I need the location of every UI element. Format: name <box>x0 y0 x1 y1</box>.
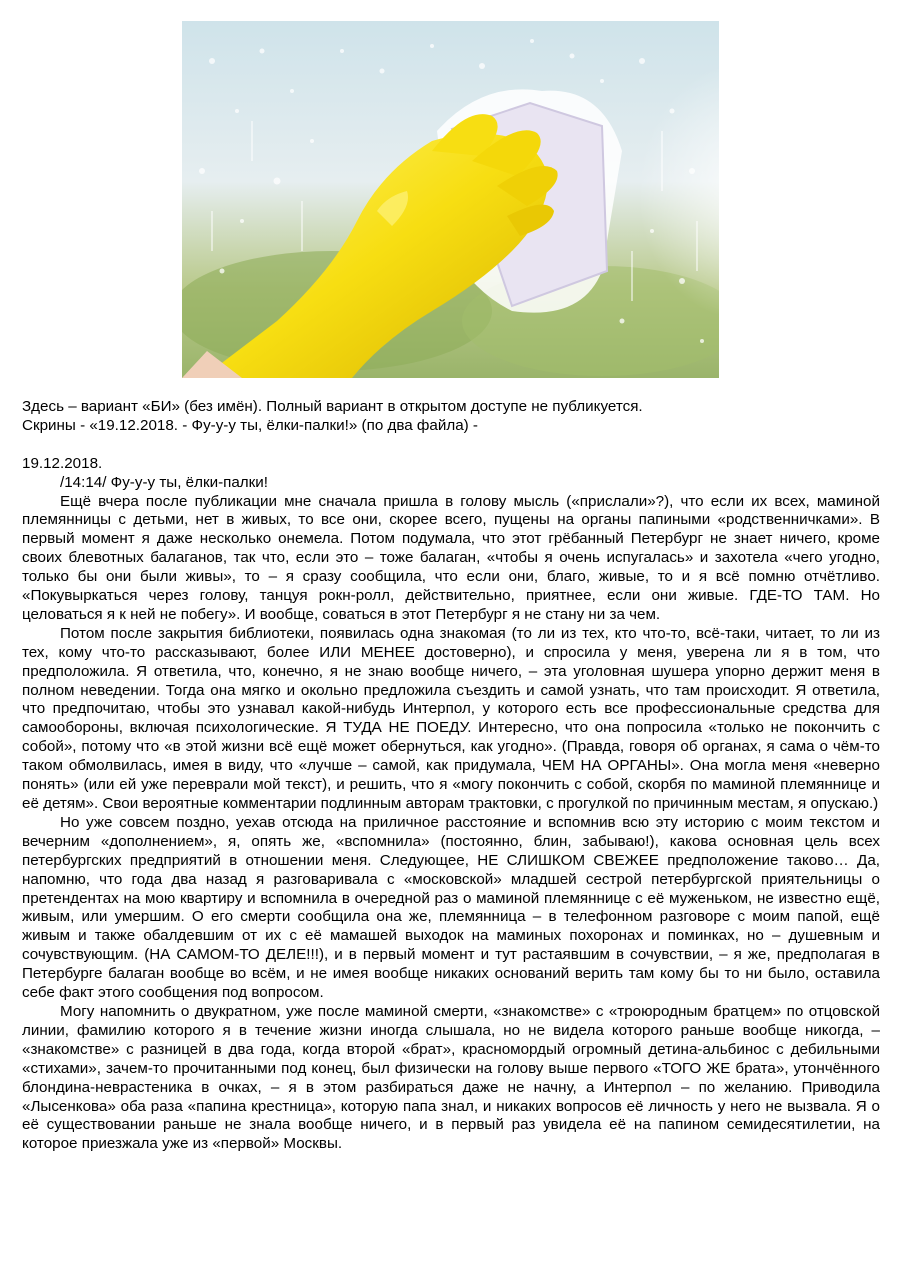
entry-title: /14:14/ Фу-у-у ты, ёлки-палки! <box>60 473 269 491</box>
yellow-glove-cleaning-window-photo <box>182 21 719 378</box>
paragraph: Потом после закрытия библиотеки, появилась одна знакомая (то ли из тех, кто что-то, всё-таки, читает, то ли из тех, кому что-то рассказывают, более ИЛИ МЕНЕЕ достоверно), и спросила у меня, уверена ли я в том, что предположила. Я ответила, что, конечно, я не знаю вообще ничего, – эта уголовная шушера упорно держит меня в полном неведении. Тогда она мягко и окольно предложила съездить и самой узнать, что там происходит. Я ответила, что предпочитаю, чтобы это узнавал какой-нибудь Интерпол, у которого есть все профессиональные средства для самообороны, включая психологические. Я ТУДА НЕ ПОЕДУ. Интересно, что она попросила «только не покончить с собой», потому что «в этой жизни всё ещё может обернуться, как угодно». (Правда, говоря об органах, я сама о чём-то таком обмолвилась, имея в виду, что «лучше – самой, как придумала, ЧЕМ НА ОРГАНЫ». Она могла меня «неверно понять» (или ей уже переврали мой текст), и решить, что я «могу покончить с собой, скорбя по маминой племяннице и её детям». Свои вероятные комментарии подлинным авторам трактовки, с прогулкой по причинным местам, я опускаю.) <box>22 624 880 813</box>
paragraph: Ещё вчера после публикации мне сначала пришла в голову мысль («прислали»?), что если их всех, маминой племянницы с детьми, нет в живых, то все они, скорее всего, пущены на органы папиными «родственничками». В первый момент я даже несколько онемела. Потом подумала, что этот грёбанный Петербург не знает ничего, кроме своих блевотных балаганов, так что, если это – тоже балаган, «чтобы я очень испугалась» и захотела «чего угодно, только бы они были живы», то – я сразу сообщила, что если они, благо, живые, то и я всё помню отчётливо. «Покувыркаться через голову, танцуя рокн-ролл, действительно, приятнее, если они живые. ГДЕ-ТО ТАМ. Но целоваться я к ней не побегу». И вообще, соваться в этот Петербург я не стану ни за чем. <box>22 492 880 623</box>
intro-line: Здесь – вариант «БИ» (без имён). Полный вариант в открытом доступе не публикуется. <box>22 398 643 415</box>
intro-line: Скрины - «19.12.2018. - Фу-у-у ты, ёлки-палки!» (по два файла) - <box>22 416 478 434</box>
paragraph: Но уже совсем поздно, уехав отсюда на приличное расстояние и вспомнив всю эту историю с моим текстом и вечерним «дополнением», я, опять же, «вспомнила» (постоянно, блин, забываю!), какова основная цель всех петербургских предприятий в отношении меня. Следующее, НЕ СЛИШКОМ СВЕЖЕЕ предположение таково… Да, напомню, что года два назад я разговаривала с «московской» младшей сестрой петербургской приятельницы о претендентах на мою квартиру и вспомнила в очередной раз о маминой племяннице с её муженьком, не известно ещё, живым, или умершим. О его смерти сообщила она же, племянница – в телефонном разговоре с моим папой, ещё живым и также обалдевшим от их с её мамашей выходок на маминых похоронах и поминках, но – душевным и сочувствующим. (НА САМОМ-ТО ДЕЛЕ!!!), и в первый момент и тут растаявшим в сочувствии, – я же, предполагая в Петербурге балаган вообще во всём, и не имея вообще никаких оснований верить там кому бы то ни было, оставила себе факт этого сообщения под вопросом. <box>22 813 880 1002</box>
paragraph: Могу напомнить о двукратном, уже после маминой смерти, «знакомстве» с «троюродным братцем» по отцовской линии, фамилию которого я в течение жизни иногда слышала, но не видела которого раньше вообще никогда, – «знакомстве» с разницей в два года, когда второй «брат», красномордый огромный детина-альбинос с дебильными «стихами», зачем-то прочитанными под конец, был физически на голову выше первого «ТОГО ЖЕ брата», утончённого блондина-неврастеника в очках, – я в этом разбираться даже не начну, а Интерпол – по желанию. Приводила «Лысенкова» оба раза «папина крестница», которую папа знал, и никаких вопросов её личность у него не вызвала. Я о её существовании раньше не знала вообще ничего, и в первый раз увидела её на папином семидесятилетии, на которое приезжала уже из «первой» Москвы. <box>22 1002 880 1153</box>
document-text <box>22 398 880 1154</box>
entry-date: 19.12.2018. <box>22 454 103 472</box>
